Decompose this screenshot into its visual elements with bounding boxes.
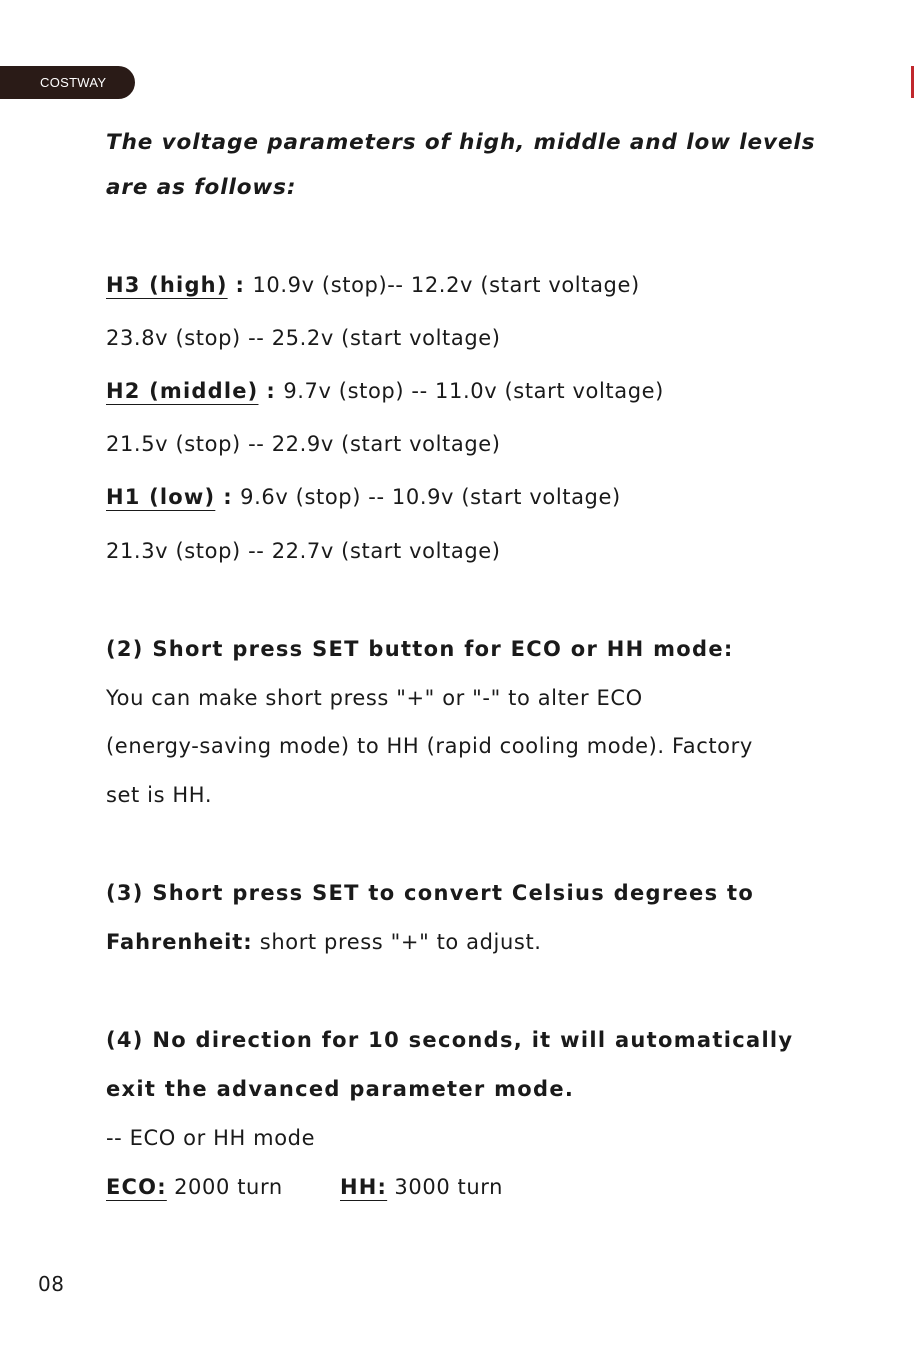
level-h2-separator: :	[258, 379, 284, 403]
level-h2-label: H2 (middle)	[106, 379, 259, 403]
section4-eco-line	[106, 1175, 283, 1199]
level-h1-line-2: 21.3v (stop) -- 22.7v (start voltage)	[106, 539, 501, 563]
level-h2-line-2: 21.5v (stop) -- 22.9v (start voltage)	[106, 432, 501, 456]
level-h1-line-1	[106, 485, 621, 509]
section3-bold-lead: Fahrenheit:	[106, 930, 253, 954]
section4-hh-line	[340, 1175, 503, 1199]
section4-heading-line-2: exit the advanced parameter mode.	[106, 1077, 575, 1101]
level-h3-line-2: 23.8v (stop) -- 25.2v (start voltage)	[106, 326, 501, 350]
hh-label: HH:	[340, 1175, 388, 1199]
level-h3-label: H3 (high)	[106, 273, 228, 297]
level-h1-label: H1 (low)	[106, 485, 216, 509]
level-h2-values-1: 9.7v (stop) -- 11.0v (start voltage)	[283, 379, 664, 403]
level-h3-separator: :	[227, 273, 253, 297]
level-h2-line-1	[106, 379, 664, 403]
eco-label: ECO:	[106, 1175, 167, 1199]
level-h3-line-1	[106, 273, 640, 297]
level-h1-separator: :	[215, 485, 241, 509]
section2-heading: (2) Short press SET button for ECO or HH mode:	[106, 637, 734, 661]
hh-value: 3000 turn	[387, 1175, 504, 1199]
eco-value: 2000 turn	[166, 1175, 283, 1199]
section2-body-line-2: (energy-saving mode) to HH (rapid cooling mode). Factory	[106, 734, 753, 758]
level-h1-values-1: 9.6v (stop) -- 10.9v (start voltage)	[240, 485, 621, 509]
intro-title-line-2: are as follows:	[106, 175, 297, 200]
section3-body	[106, 930, 542, 954]
page-number: 08	[38, 1272, 65, 1296]
intro-title-line-1: The voltage parameters of high, middle and low levels	[106, 130, 816, 155]
section2-body-line-1: You can make short press "+" or "-" to alter ECO	[106, 686, 643, 710]
section3-body-text: short press "+" to adjust.	[252, 930, 542, 954]
level-h3-values-1: 10.9v (stop)-- 12.2v (start voltage)	[252, 273, 640, 297]
section3-heading: (3) Short press SET to convert Celsius degrees to	[106, 881, 755, 905]
brand-logo-text: COSTWAY	[40, 75, 107, 90]
section4-mode-line: -- ECO or HH mode	[106, 1126, 316, 1150]
brand-tab	[0, 66, 135, 99]
section2-body-line-3: set is HH.	[106, 783, 213, 807]
section4-heading-line-1: (4) No direction for 10 seconds, it will automatically	[106, 1028, 794, 1052]
